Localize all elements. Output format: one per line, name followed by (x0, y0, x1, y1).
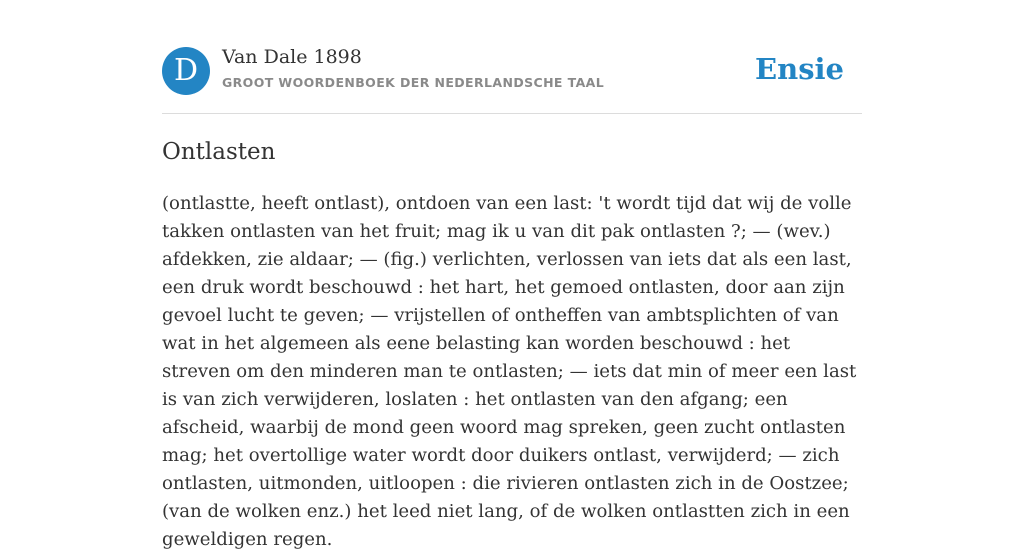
source-name[interactable]: Van Dale 1898 (222, 46, 362, 68)
page-title: Ontlasten (162, 139, 276, 165)
source-avatar[interactable]: D (162, 47, 210, 95)
source-header (162, 0, 862, 114)
source-subtitle: GROOT WOORDENBOEK DER NEDERLANDSCHE TAAL (222, 75, 605, 90)
brand-logo[interactable]: Ensie (755, 52, 844, 86)
dictionary-card (162, 0, 862, 550)
definition-text: (ontlastte, heeft ontlast), ontdoen van een last: 't wordt tijd dat wij de volle takken ontlasten van het fruit; mag ik u van dit pak ontlasten ?; — (wev.) afdekken, zie aldaar; — (fig.) verlichten, verlossen van iets dat als een last, een druk wordt beschouwd : het hart, het gemoed ontlasten, door aan zijn gevoel lucht te geven; — vrijstellen of ontheffen van ambtsplichten of van wat in het algemeen als eene belasting kan worden beschouwd : het streven om den minderen man te ontlasten; — iets dat min of meer een last is van zich verwijderen, loslaten : het ontlasten van den afgang; een afscheid, waarbij de mond geen woord mag spreken, geen zucht ontlasten mag; het overtollige water wordt door duikers ontlast, verwijderd; — zich ontlasten, uitmonden, uitloopen : die rivieren ontlasten zich in de Oostzee; (van de wolken enz.) het leed niet lang, of de wolken ontlastten zich in een geweldigen regen. (162, 193, 857, 550)
